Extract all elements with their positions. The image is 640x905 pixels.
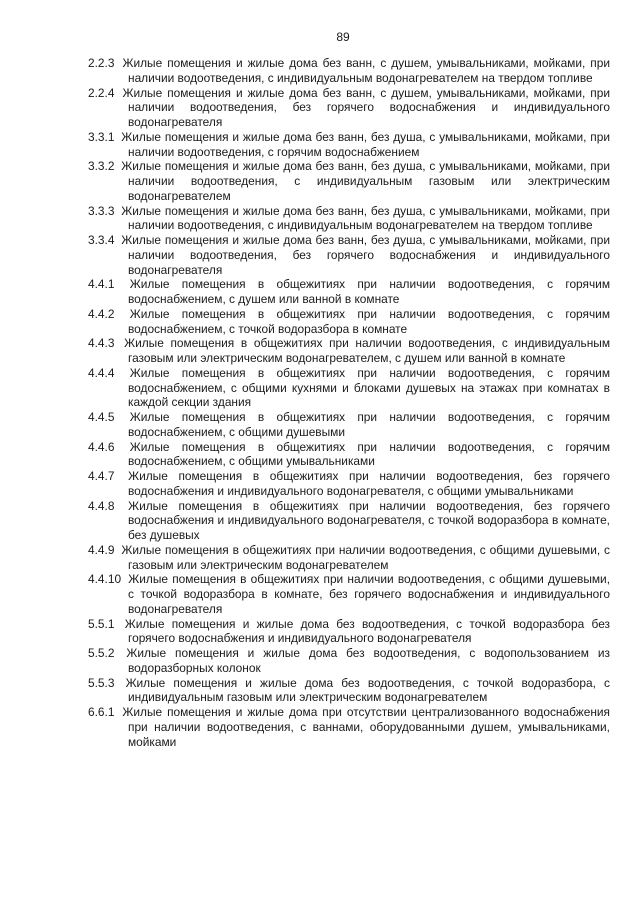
item-code: 4.4.9 — [88, 542, 115, 557]
item-code: 5.5.2 — [88, 646, 115, 660]
item-text: Жилые помещения и жилые дома без водоотведения, с точкой водоразбора, с индивидуальным газовым или электрическим водонагревателем — [125, 675, 610, 705]
item-code: 4.4.10 — [88, 572, 122, 587]
item-code: 2.2.4 — [88, 85, 115, 100]
page-number: 89 — [336, 30, 350, 44]
list-item — [88, 204, 610, 234]
list-item — [88, 277, 610, 307]
item-code: 3.3.4 — [88, 233, 115, 247]
list-item — [88, 646, 610, 676]
item-code: 5.5.1 — [88, 616, 115, 631]
item-text: Жилые помещения в общежитиях при наличии водоотведения, с горячим водоснабжением, с душем или ванной в комнате — [128, 277, 610, 306]
list-item — [88, 130, 610, 160]
list-item — [88, 410, 610, 440]
list-item — [88, 543, 610, 573]
item-code: 2.2.3 — [88, 56, 115, 70]
list-item — [88, 56, 610, 86]
list-item — [88, 572, 610, 616]
item-text: Жилые помещения и жилые дома без ванн, с душем, умывальниками, мойками, при наличии водоотведения, без горячего водоснабжения и индивидуального водонагревателя — [122, 85, 611, 129]
item-text: Жилые помещения в общежитиях при наличии водоотведения, без горячего водоснабжения и индивидуального водонагревателя, с точкой водоразбора в комнате, без душевых — [128, 498, 610, 542]
list-item — [88, 86, 610, 130]
list-item — [88, 617, 610, 647]
item-code: 3.3.3 — [88, 203, 115, 218]
item-code: 4.4.8 — [88, 498, 115, 513]
item-text: Жилые помещения в общежитиях при наличии водоотведения, с горячим водоснабжением, с точкой водоразбора в комнате — [128, 306, 610, 336]
item-text: Жилые помещения в общежитиях при наличии водоотведения, с общими душевыми, с точкой водоразбора в комнате, без горячего водоснабжения и индивидуального водонагревателя — [128, 572, 611, 616]
item-code: 4.4.1 — [88, 277, 115, 292]
item-code: 4.4.3 — [88, 336, 115, 351]
list-item — [88, 159, 610, 203]
item-text: Жилые помещения и жилые дома без ванн, без душа, с умывальниками, мойками, при наличии водоотведения, с индивидуальным газовым или электрическим водонагревателем — [121, 159, 610, 203]
list-item — [88, 440, 610, 470]
item-text: Жилые помещения в общежитиях при наличии водоотведения, с общими душевыми, с газовым или электрическим водонагревателем — [121, 542, 610, 572]
item-code: 4.4.2 — [88, 306, 115, 321]
item-text: Жилые помещения и жилые дома без ванн, без душа, с умывальниками, мойками, при наличии водоотведения, с горячим водоснабжением — [121, 129, 610, 159]
item-code: 6.6.1 — [88, 705, 115, 719]
list-item — [88, 676, 610, 706]
item-code: 5.5.3 — [88, 675, 115, 690]
item-code: 4.4.6 — [88, 439, 115, 454]
list-item — [88, 705, 610, 749]
list-item — [88, 307, 610, 337]
item-text: Жилые помещения в общежитиях при наличии водоотведения, с индивидуальным газовым или электрическим водонагревателем, с душем или ванной в комнате — [124, 336, 610, 365]
entry-list — [88, 56, 610, 749]
item-text: Жилые помещения и жилые дома без ванн, без душа, с умывальниками, мойками, при наличии водоотведения, без горячего водоснабжения и индивидуального водонагревателя — [121, 233, 610, 277]
list-item — [88, 336, 610, 366]
list-item — [88, 366, 610, 410]
item-text: Жилые помещения в общежитиях при наличии водоотведения, с горячим водоснабжением, с общими душевыми — [128, 410, 610, 439]
item-code: 3.3.2 — [88, 159, 115, 174]
item-text: Жилые помещения и жилые дома без водоотведения, с точкой водоразбора без горячего водоснабжения и индивидуального водонагревателя — [124, 616, 610, 646]
item-code: 3.3.1 — [88, 129, 115, 144]
item-text: Жилые помещения в общежитиях при наличии водоотведения, с горячим водоснабжением, с общими умывальниками — [128, 439, 610, 469]
item-text: Жилые помещения в общежитиях при наличии водоотведения, с горячим водоснабжением, с общими кухнями и блоками душевых на этажах при комнатах в каждой секции здания — [128, 365, 610, 410]
list-item — [88, 499, 610, 543]
list-item — [88, 233, 610, 277]
list-item — [88, 469, 610, 499]
item-text: Жилые помещения и жилые дома без ванн, без душа, с умывальниками, мойками, при наличии водоотведения, с индивидуальным водонагревателем на твердом топливе — [121, 203, 610, 233]
item-text: Жилые помещения и жилые дома при отсутствии централизованного водоснабжения при наличии водоотведения, с ваннами, оборудованными душем, умывальниками, мойками — [122, 705, 611, 749]
item-text: Жилые помещения и жилые дома без водоотведения, с водопользованием из водоразборных колонок — [126, 646, 610, 675]
item-text: Жилые помещения в общежитиях при наличии водоотведения, без горячего водоснабжения и индивидуального водонагревателя, с общими умывальниками — [128, 469, 610, 498]
item-code: 4.4.7 — [88, 469, 115, 483]
item-code: 4.4.4 — [88, 365, 115, 380]
item-code: 4.4.5 — [88, 410, 115, 424]
item-text: Жилые помещения и жилые дома без ванн, с душем, умывальниками, мойками, при наличии водоотведения, с индивидуальным водонагревателем на твердом топливе — [122, 56, 611, 85]
